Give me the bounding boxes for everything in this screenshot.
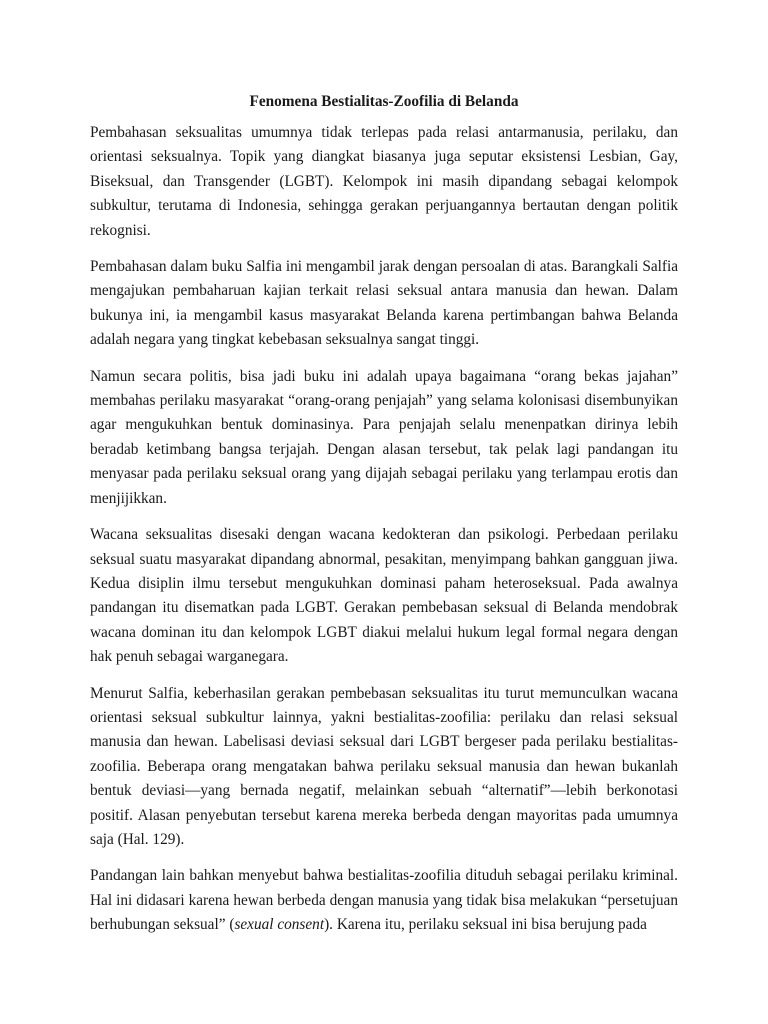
paragraph-3: Namun secara politis, bisa jadi buku ini adalah upaya bagaimana “orang bekas jajahan” membahas perilaku masyarakat “orang-orang penjajah” yang selama kolonisasi disembunyikan agar mengukuhkan bentuk dominasinya. Para penjajah selalu menenpatkan dirinya lebih beradab ketimbang bangsa terjajah. Dengan alasan tersebut, tak pelak lagi pandangan itu menyasar pada perilaku seksual orang yang dijajah sebagai perilaku yang terlampau erotis dan menjijikkan. bbox=[90, 367, 678, 507]
paragraph-6 bbox=[90, 864, 678, 937]
document-title: Fenomena Bestialitas-Zoofilia di Belanda bbox=[249, 93, 519, 110]
paragraph-6-italic-term: sexual consent bbox=[234, 916, 325, 934]
paragraph-1: Pembahasan seksualitas umumnya tidak terlepas pada relasi antarmanusia, perilaku, dan orientasi seksualnya. Topik yang diangkat biasanya juga seputar eksistensi Lesbian, Gay, Biseksual, dan Transgender (LGBT). Kelompok ini masih dipandang sebagai kelompok subkultur, terutama di Indonesia, sehingga gerakan perjuangannya bertautan dengan politik rekognisi. bbox=[90, 124, 678, 239]
paragraph-6-text-a: Pandangan lain bahkan menyebut bahwa bestialitas-zoofilia dituduh sebagai perilaku kriminal. Hal ini didasari karena hewan berbeda dengan manusia yang tidak bisa melakukan “persetujuan berhubungan seksual” ( bbox=[90, 867, 678, 934]
paragraph-4: Wacana seksualitas disesaki dengan wacana kedokteran dan psikologi. Perbedaan perilaku seksual suatu masyarakat dipandang abnormal, pesakitan, menyimpang bahkan gangguan jiwa. Kedua disiplin ilmu tersebut mengukuhkan dominasi paham heteroseksual. Pada awalnya pandangan itu disematkan pada LGBT. Gerakan pembebasan seksual di Belanda mendobrak wacana dominan itu dan kelompok LGBT diakui melalui hukum legal formal negara dengan hak penuh sebagai warganegara. bbox=[90, 526, 678, 666]
document-body bbox=[90, 90, 678, 950]
paragraph-6-text-b: ). Karena itu, perilaku seksual ini bisa berujung pada bbox=[324, 916, 647, 934]
paragraph-2: Pembahasan dalam buku Salfia ini mengambil jarak dengan persoalan di atas. Barangkali Salfia mengajukan pembaharuan kajian terkait relasi seksual antara manusia dan hewan. Dalam bukunya ini, ia mengambil kasus masyarakat Belanda karena pertimbangan bahwa Belanda adalah negara yang tingkat kebebasan seksualnya sangat tinggi. bbox=[90, 258, 678, 349]
paragraph-5: Menurut Salfia, keberhasilan gerakan pembebasan seksualitas itu turut memunculkan wacana orientasi seksual subkultur lainnya, yakni bestialitas-zoofilia: perilaku dan relasi seksual manusia dan hewan. Labelisasi deviasi seksual dari LGBT bergeser pada perilaku bestialitas-zoofilia. Beberapa orang mengatakan bahwa perilaku seksual manusia dan hewan bukanlah bentuk deviasi—yang bernada negatif, melainkan sebuah “alternatif”—lebih berkonotasi positif. Alasan penyebutan tersebut karena mereka berbeda dengan mayoritas pada umumnya saja (Hal. 129). bbox=[90, 684, 678, 848]
